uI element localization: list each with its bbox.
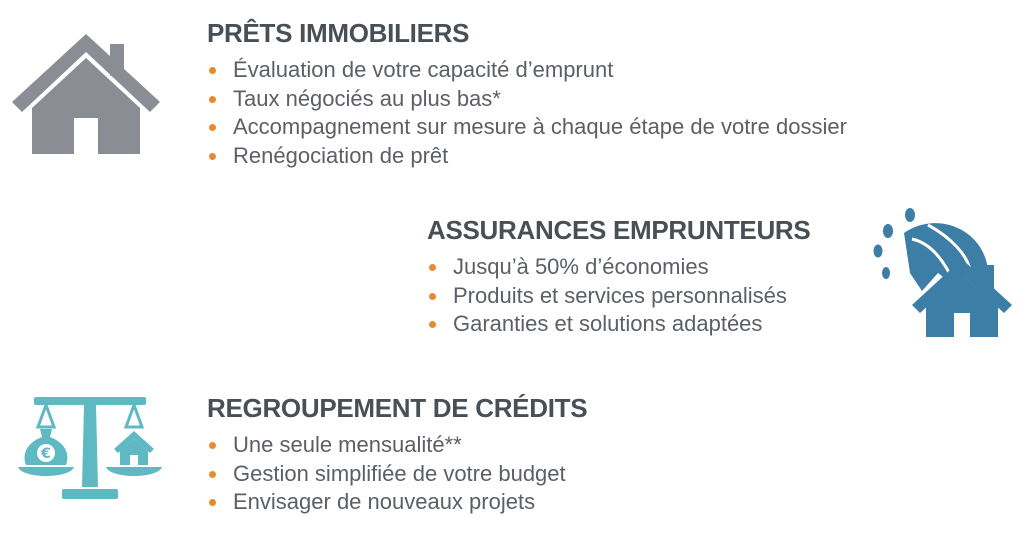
list-item-text: Garanties et solutions adaptées (453, 311, 763, 336)
feature-list (207, 56, 847, 170)
feature-list (427, 253, 810, 339)
section-title: PRÊTS IMMOBILIERS (207, 18, 470, 48)
list-item-text: Gestion simplifiée de votre budget (233, 460, 566, 486)
list-item-text: Accompagnement sur mesure à chaque étape de votre dossier (233, 114, 847, 139)
section-prets-immobiliers (207, 18, 847, 170)
list-item (427, 282, 810, 311)
list-item-text: Envisager de nouveaux projets (233, 489, 536, 514)
list-item-text: Produits et services personnalisés (453, 282, 787, 308)
bullet-icon (429, 293, 436, 300)
list-item (207, 460, 587, 489)
list-item (207, 488, 587, 517)
bullet-icon (209, 124, 216, 131)
bullet-icon (429, 321, 436, 328)
list-item (207, 431, 587, 460)
bullet-icon (209, 96, 216, 103)
bullet-icon (209, 442, 216, 449)
bullet-icon (209, 499, 216, 506)
svg-text:€: € (41, 446, 51, 462)
balance-scale-icon (14, 393, 164, 503)
section-regroupement-credits (207, 393, 587, 517)
bullet-icon (209, 153, 216, 160)
list-item (207, 113, 847, 142)
feature-list (207, 431, 587, 517)
bullet-icon (209, 471, 216, 478)
bullet-icon (429, 264, 436, 271)
list-item (427, 310, 810, 339)
list-item-text: Taux négociés au plus bas* (233, 85, 501, 111)
section-title: REGROUPEMENT DE CRÉDITS (207, 393, 588, 423)
list-item (207, 56, 847, 85)
list-item-text: Une seule mensualité** (233, 432, 462, 457)
list-item (207, 85, 847, 114)
bullet-icon (209, 67, 216, 74)
list-item (427, 253, 810, 282)
house-icon (10, 28, 162, 156)
list-item-text: Évaluation de votre capacité d’emprunt (233, 57, 614, 82)
list-item-text: Renégociation de prêt (233, 142, 449, 168)
list-item-text: Jusqu’à 50% d’économies (453, 254, 709, 279)
section-title: ASSURANCES EMPRUNTEURS (427, 215, 811, 245)
list-item (207, 142, 847, 171)
umbrella-house-icon (870, 203, 1015, 339)
section-assurances-emprunteurs (427, 215, 810, 339)
